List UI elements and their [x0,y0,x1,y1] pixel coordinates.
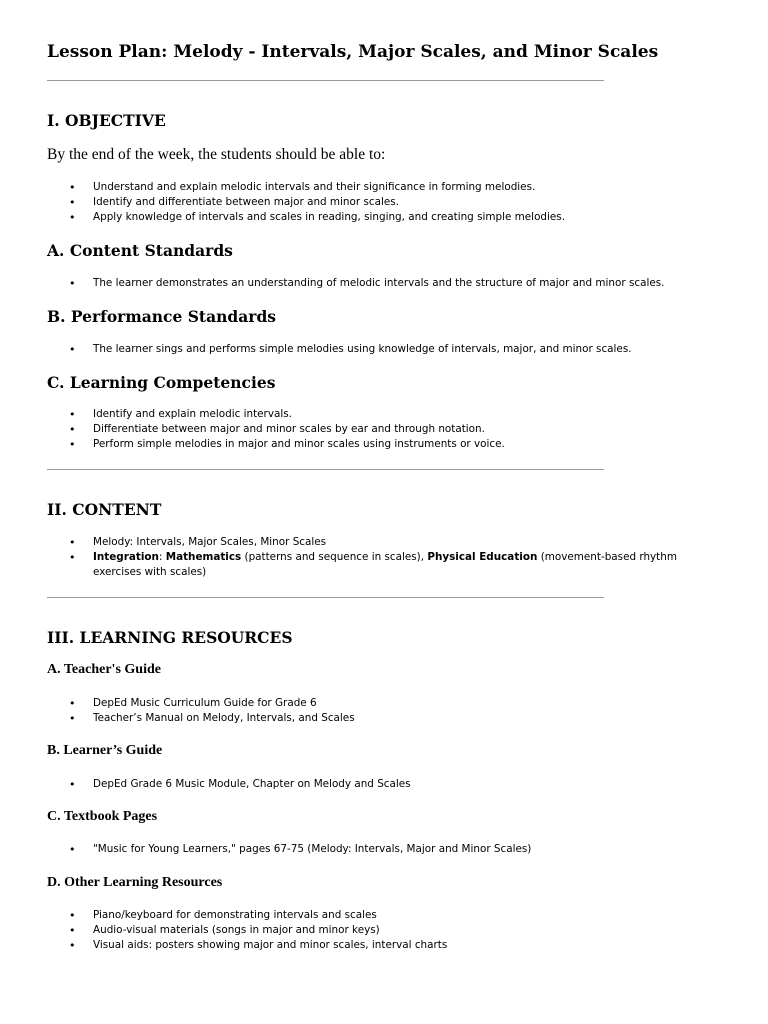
section-divider [47,469,604,470]
list-item: • Visual aids: posters showing major and minor scales, interval charts [47,938,727,953]
content-list [47,535,727,580]
learners-guide-heading: B. Learner’s Guide [47,743,163,758]
integration-label: Integration [93,551,159,563]
list-item: • Understand and explain melodic intervals and their significance in forming melodies. [47,180,727,195]
list-item: • Teacher’s Manual on Melody, Intervals, and Scales [47,711,727,726]
learners-guide-list [47,777,727,792]
lesson-plan-title: Lesson Plan: Melody - Intervals, Major Scales, and Minor Scales [47,42,659,62]
other-resources-heading: D. Other Learning Resources [47,875,223,890]
physical-education-text: (movement-based rhythm exercises with scales) [93,551,677,578]
list-item: • Melody: Intervals, Major Scales, Minor Scales [47,535,727,550]
teachers-guide-heading: A. Teacher's Guide [47,662,161,677]
list-item: • Identify and differentiate between major and minor scales. [47,195,727,210]
learning-competencies-heading: C. Learning Competencies [47,373,276,392]
list-item: • The learner demonstrates an understanding of melodic intervals and the structure of major and minor scales. [47,276,727,291]
learning-resources-heading: III. LEARNING RESOURCES [47,628,293,647]
physical-education-label: Physical Education [427,551,538,563]
list-item: • DepEd Music Curriculum Guide for Grade 6 [47,696,727,711]
teachers-guide-list [47,696,727,726]
list-item: • Differentiate between major and minor scales by ear and through notation. [47,422,727,437]
integration-separator: : [158,551,166,563]
performance-standards-heading: B. Performance Standards [47,307,277,326]
list-item: • Piano/keyboard for demonstrating intervals and scales [47,908,727,923]
list-item: • Identify and explain melodic intervals. [47,407,727,422]
list-item: • Perform simple melodies in major and minor scales using instruments or voice. [47,437,727,452]
list-item: • The learner sings and performs simple melodies using knowledge of intervals, major, and minor scales. [47,342,727,357]
textbook-pages-heading: C. Textbook Pages [47,809,158,824]
section-divider [47,597,604,598]
content-standards-list [47,276,727,291]
performance-standards-list [47,342,727,357]
learning-competencies-list [47,407,727,452]
list-item: • Audio-visual materials (songs in major and minor keys) [47,923,727,938]
mathematics-label: Mathematics [165,551,242,563]
list-item: • "Music for Young Learners," pages 67-75 (Melody: Intervals, Major and Minor Scales) [47,842,727,857]
objective-intro: By the end of the week, the students should be able to: [47,146,386,163]
list-item: • Apply knowledge of intervals and scales in reading, singing, and creating simple melodies. [47,210,727,225]
content-standards-heading: A. Content Standards [47,241,233,260]
textbook-pages-list [47,842,727,857]
content-heading: II. CONTENT [47,500,162,519]
integration-item [47,550,727,580]
section-divider [47,80,604,81]
mathematics-text: (patterns and sequence in scales), [241,551,428,563]
objective-heading: I. OBJECTIVE [47,111,166,130]
other-resources-list [47,908,727,953]
list-item: • DepEd Grade 6 Music Module, Chapter on Melody and Scales [47,777,727,792]
objective-list [47,180,727,225]
